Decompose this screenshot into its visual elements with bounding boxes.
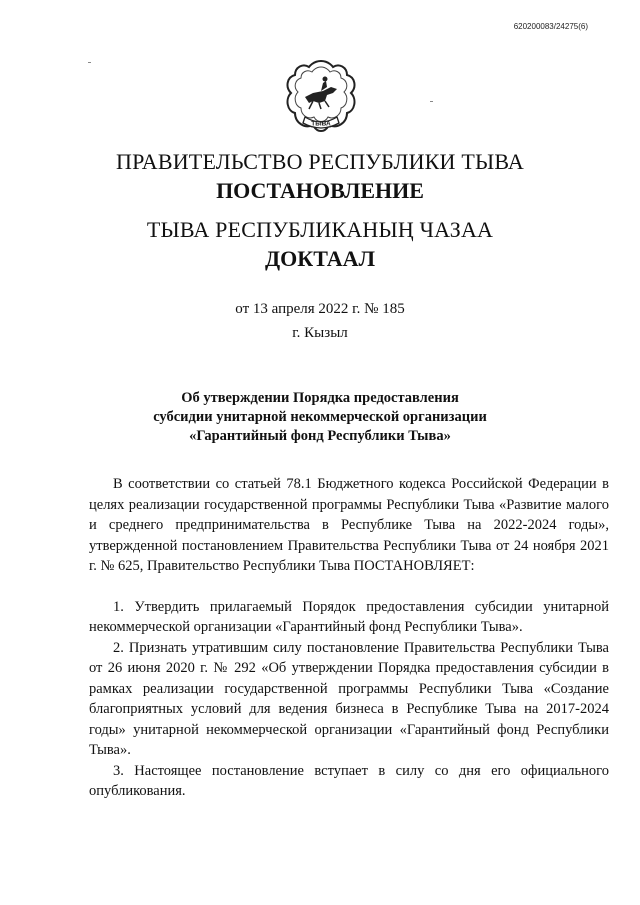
decree-title-line: субсидии унитарной некоммерческой организации [153, 409, 487, 425]
government-name-ru: ПРАВИТЕЛЬСТВО РЕСПУБЛИКИ ТЫВА [116, 149, 524, 174]
government-name-tyv: ТЫВА РЕСПУБЛИКАНЫҢ ЧАЗАА [146, 217, 494, 242]
clause-paragraph: 2. Признать утратившим силу постановление Правительства Республики Тыва от 26 июня 2020 г. № 292 «Об утверждении Порядка предоставления субсидии в рамках реализации государственной программы Республики Тыва «Создание благоприятных условий для ведения бизнеса в Республике Тыва на 2017-2024 годы» унитарной некоммерческой организации «Гарантийный фонд Республики Тыва». [89, 639, 609, 758]
decree-body [89, 474, 609, 802]
clause-paragraph: 1. Утвердить прилагаемый Порядок предоставления субсидии унитарной некоммерческой организации «Гарантийный фонд Республики Тыва». [89, 598, 609, 635]
decree-city: г. Кызыл [292, 325, 348, 341]
decree-date-number: от 13 апреля 2022 г. № 185 [235, 301, 405, 317]
preamble-paragraph: В соответствии со статьей 78.1 Бюджетного кодекса Российской Федерации в целях реализации государственной программы Республики Тыва «Развитие малого и среднего предпринимательства в Республике Тыва на 2022-2024 годы», утвержденной постановлением Правительства Республики Тыва от 24 ноября 2021 г. № 625, Правительство Республики Тыва ПОСТАНОВЛЯЕТ: [89, 476, 609, 574]
decree-title-line: Об утверждении Порядка предоставления [181, 390, 459, 406]
clause-paragraph: 3. Настоящее постановление вступает в силу со дня его официального опубликования. [89, 762, 609, 799]
scan-speck [430, 101, 433, 102]
decree-title-line: «Гарантийный фонд Республики Тыва» [189, 428, 451, 444]
decree-type-ru: ПОСТАНОВЛЕНИЕ [216, 178, 424, 203]
document-id: 620200083/24275(6) [513, 22, 588, 31]
decree-title [0, 389, 640, 446]
svg-text:ТЫВА: ТЫВА [311, 120, 331, 128]
coat-of-arms-icon [283, 57, 359, 137]
scan-speck [88, 62, 91, 63]
decree-type-tyv: ДОКТААЛ [265, 246, 375, 271]
